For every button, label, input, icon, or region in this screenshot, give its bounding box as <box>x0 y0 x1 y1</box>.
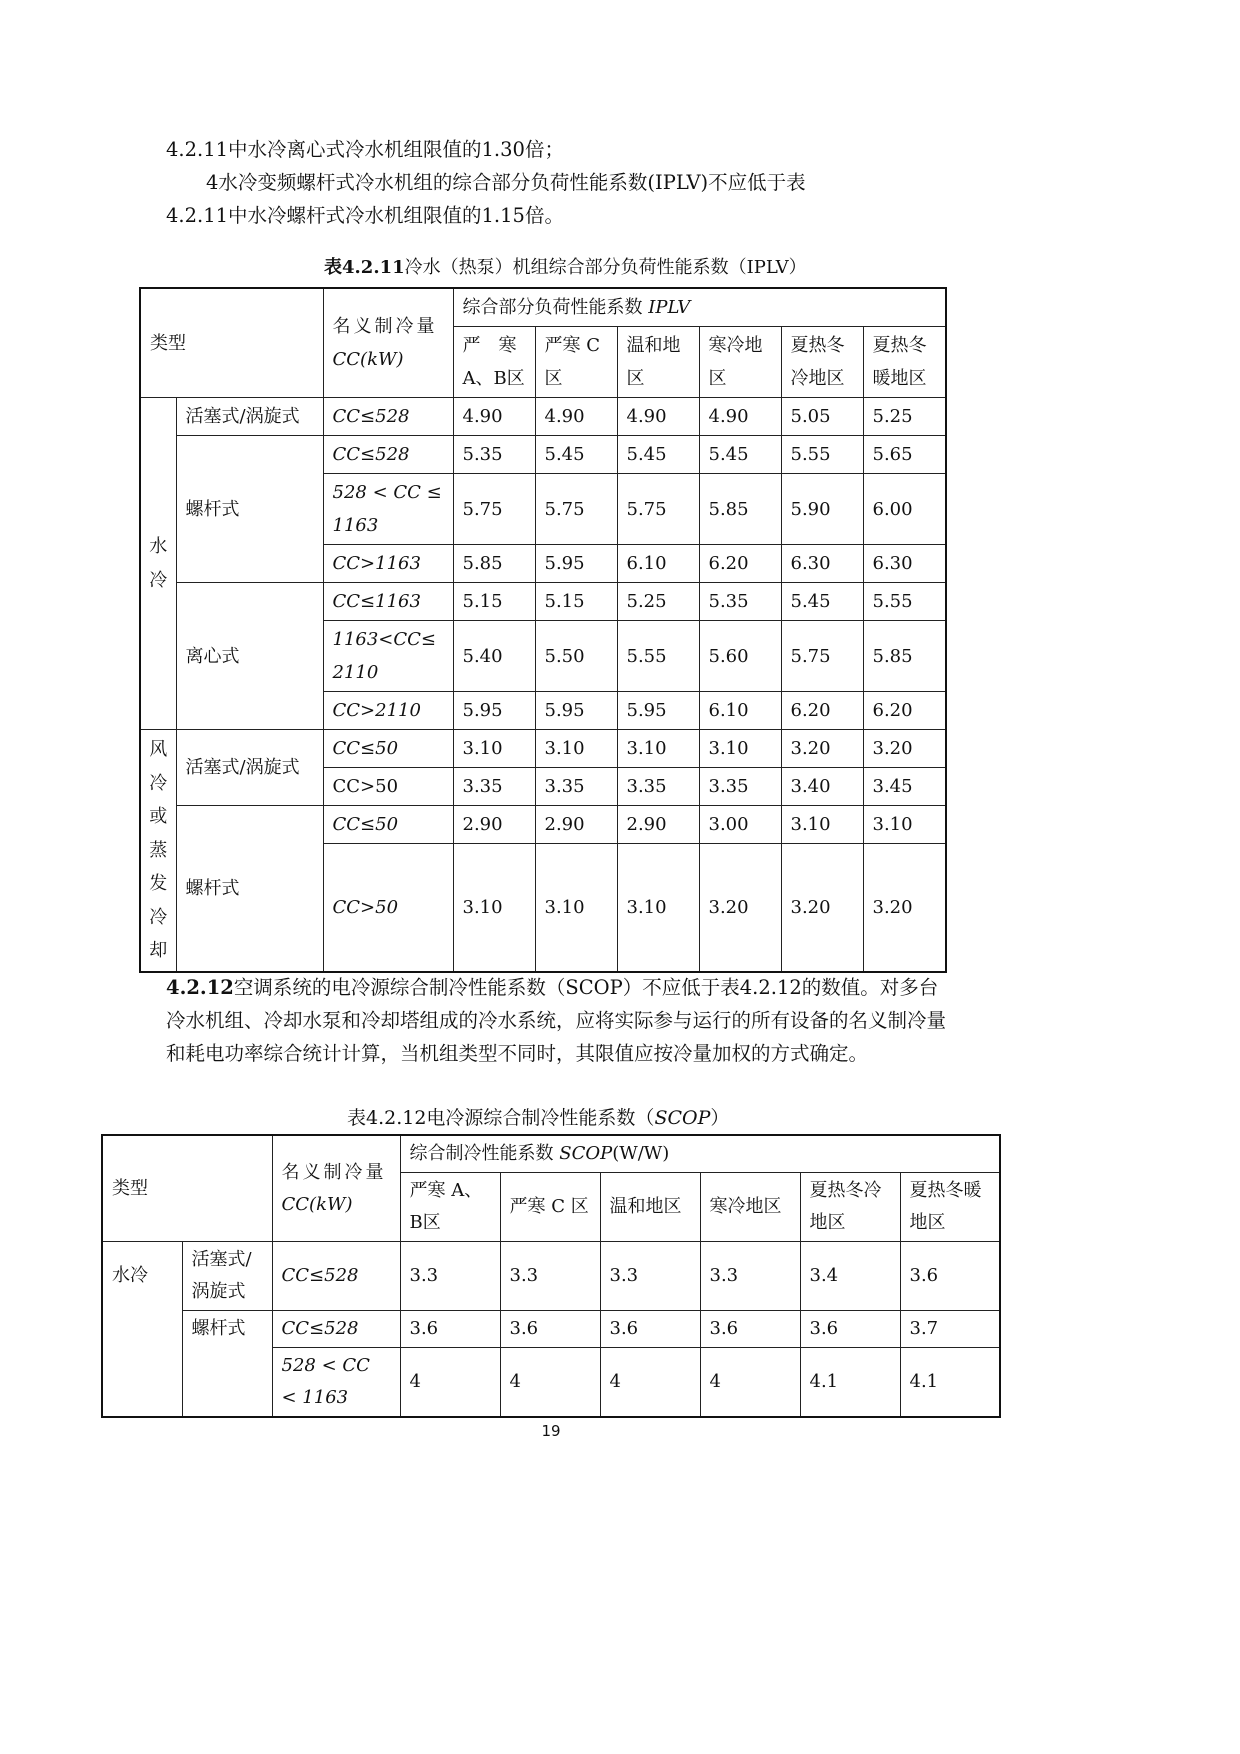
value-cell: 4.1 <box>900 1348 1000 1418</box>
sub-screw: 螺杆式 <box>176 436 323 583</box>
value-cell: 5.05 <box>781 398 863 436</box>
value-cell: 5.45 <box>781 583 863 621</box>
value-cell: 3.10 <box>781 806 863 844</box>
cc-cell: CC>50 <box>323 844 453 972</box>
value-cell: 3.20 <box>863 844 946 972</box>
value-cell: 6.10 <box>699 692 781 730</box>
value-cell: 6.30 <box>863 545 946 583</box>
header-capacity-label: 名义制冷量 <box>281 1161 387 1183</box>
value-cell: 5.95 <box>453 692 535 730</box>
value-cell: 6.20 <box>863 692 946 730</box>
cc-cell: CC≤1163 <box>323 583 453 621</box>
value-cell: 3.3 <box>400 1242 500 1311</box>
value-cell: 2.90 <box>535 806 617 844</box>
value-cell: 3.00 <box>699 806 781 844</box>
value-cell: 5.15 <box>453 583 535 621</box>
cc-cell: 1163<CC≤ 2110 <box>323 621 453 692</box>
cc-cell: CC≤50 <box>323 730 453 768</box>
value-cell: 4.90 <box>699 398 781 436</box>
zone-header-4: 寒冷地区 <box>699 327 781 398</box>
table2-caption-end: ） <box>710 1107 730 1129</box>
value-cell: 4 <box>700 1348 800 1418</box>
header-capacity-unit: CC(kW) <box>281 1193 353 1215</box>
value-cell: 3.20 <box>699 844 781 972</box>
zone-header-3: 温和地区 <box>617 327 699 398</box>
cc-cell: CC≤528 <box>323 436 453 474</box>
value-cell: 3.6 <box>700 1311 800 1348</box>
value-cell: 3.10 <box>453 844 535 972</box>
value-cell: 3.6 <box>500 1311 600 1348</box>
value-cell: 3.6 <box>800 1311 900 1348</box>
header-scop-text: 综合制冷性能系数 <box>409 1143 560 1164</box>
value-cell: 3.10 <box>535 844 617 972</box>
table2-caption <box>347 1103 729 1130</box>
value-cell: 3.10 <box>617 844 699 972</box>
value-cell: 5.75 <box>453 474 535 545</box>
sub-screw: 螺杆式 <box>182 1311 272 1418</box>
section-text-1: 空调系统的电冷源综合制冷性能系数（SCOP）不应低于表4.2.12的数值。 <box>233 976 880 999</box>
header-capacity <box>323 288 453 398</box>
table1-caption-text: 冷水（热泵）机组综合部分负荷性能系数（IPLV） <box>404 257 807 278</box>
value-cell: 5.35 <box>699 583 781 621</box>
value-cell: 3.10 <box>453 730 535 768</box>
sub-centrifugal: 离心式 <box>176 583 323 730</box>
header-type: 类型 <box>102 1135 272 1242</box>
value-cell: 3.3 <box>600 1242 700 1311</box>
zone-header-3: 温和地区 <box>600 1173 700 1242</box>
value-cell: 3.7 <box>900 1311 1000 1348</box>
cc-cell: CC>1163 <box>323 545 453 583</box>
zone-header-2: 严寒 C 区 <box>500 1173 600 1242</box>
value-cell: 5.75 <box>535 474 617 545</box>
value-cell: 5.95 <box>535 692 617 730</box>
value-cell: 5.75 <box>617 474 699 545</box>
value-cell: 6.10 <box>617 545 699 583</box>
header-scop-group <box>400 1135 1000 1173</box>
value-cell: 5.35 <box>453 436 535 474</box>
value-cell: 5.25 <box>863 398 946 436</box>
value-cell: 5.85 <box>699 474 781 545</box>
cc-cell: 528 < CC < 1163 <box>272 1348 400 1418</box>
value-cell: 3.20 <box>781 730 863 768</box>
value-cell: 5.15 <box>535 583 617 621</box>
value-cell: 5.55 <box>617 621 699 692</box>
header-capacity-label: 名义制冷量 <box>332 316 438 337</box>
value-cell: 3.10 <box>617 730 699 768</box>
value-cell: 3.35 <box>535 768 617 806</box>
value-cell: 3.4 <box>800 1242 900 1311</box>
page-number: 19 <box>541 1422 561 1440</box>
value-cell: 3.6 <box>600 1311 700 1348</box>
zone-header-4: 寒冷地区 <box>700 1173 800 1242</box>
iplv-table <box>139 287 947 973</box>
zone-header-1: 严 寒A、B区 <box>453 327 535 398</box>
table2-caption-text: 表4.2.12电冷源综合制冷性能系数（ <box>347 1107 655 1129</box>
value-cell: 5.50 <box>535 621 617 692</box>
sub-piston-scroll: 活塞式/涡旋式 <box>176 398 323 436</box>
value-cell: 5.85 <box>453 545 535 583</box>
value-cell: 5.40 <box>453 621 535 692</box>
cc-cell: 528 < CC ≤ 1163 <box>323 474 453 545</box>
intro-line-1: 4.2.11中水冷离心式冷水机组限值的1.30倍； <box>166 138 564 161</box>
value-cell: 5.85 <box>863 621 946 692</box>
value-cell: 4.90 <box>617 398 699 436</box>
header-scop-abbr: SCOP <box>559 1143 613 1164</box>
zone-header-5: 夏热冬冷地区 <box>800 1173 900 1242</box>
value-cell: 4.90 <box>535 398 617 436</box>
intro-line-3: 4.2.11中水冷螺杆式冷水机组限值的1.15倍。 <box>166 204 564 227</box>
cc-cell: CC>50 <box>323 768 453 806</box>
value-cell: 6.20 <box>699 545 781 583</box>
intro-line-2: 4水冷变频螺杆式冷水机组的综合部分负荷性能系数(IPLV)不应低于表 <box>206 171 806 194</box>
header-capacity <box>272 1135 400 1242</box>
cc-cell: CC≤50 <box>323 806 453 844</box>
value-cell: 5.25 <box>617 583 699 621</box>
header-capacity-unit: CC(kW) <box>332 349 404 370</box>
cc-cell: CC≤528 <box>272 1311 400 1348</box>
value-cell: 3.10 <box>863 806 946 844</box>
header-iplv-text: 综合部分负荷性能系数 <box>462 297 649 318</box>
header-iplv-abbr: IPLV <box>648 297 691 318</box>
header-iplv-group <box>453 288 946 327</box>
value-cell: 3.3 <box>700 1242 800 1311</box>
zone-header-6: 夏热冬暖地区 <box>900 1173 1000 1242</box>
value-cell: 5.45 <box>699 436 781 474</box>
sub-screw: 螺杆式 <box>176 806 323 972</box>
table1-caption <box>324 253 807 279</box>
zone-header-5: 夏热冬冷地区 <box>781 327 863 398</box>
table2-caption-abbr: SCOP <box>654 1107 711 1129</box>
sub-piston-scroll: 活塞式/涡旋式 <box>182 1242 272 1311</box>
value-cell: 3.40 <box>781 768 863 806</box>
value-cell: 5.45 <box>535 436 617 474</box>
value-cell: 5.65 <box>863 436 946 474</box>
value-cell: 4.1 <box>800 1348 900 1418</box>
section-number: 4.2.12 <box>166 976 234 999</box>
cc-cell: CC≤528 <box>323 398 453 436</box>
value-cell: 5.55 <box>863 583 946 621</box>
cc-cell: CC≤528 <box>272 1242 400 1311</box>
value-cell: 3.35 <box>699 768 781 806</box>
value-cell: 2.90 <box>617 806 699 844</box>
value-cell: 4 <box>600 1348 700 1418</box>
value-cell: 3.6 <box>900 1242 1000 1311</box>
value-cell: 3.45 <box>863 768 946 806</box>
cc-cell: CC>2110 <box>323 692 453 730</box>
header-scop-unit: (W/W) <box>612 1143 670 1164</box>
value-cell: 5.90 <box>781 474 863 545</box>
value-cell: 5.75 <box>781 621 863 692</box>
header-type: 类型 <box>140 288 323 398</box>
value-cell: 6.00 <box>863 474 946 545</box>
value-cell: 5.95 <box>535 545 617 583</box>
zone-header-2: 严寒 C区 <box>535 327 617 398</box>
value-cell: 3.20 <box>863 730 946 768</box>
value-cell: 2.90 <box>453 806 535 844</box>
value-cell: 3.10 <box>535 730 617 768</box>
table1-caption-number: 表4.2.11 <box>324 257 405 278</box>
zone-header-6: 夏热冬暖地区 <box>863 327 946 398</box>
sub-piston-scroll: 活塞式/涡旋式 <box>176 730 323 806</box>
value-cell: 4 <box>400 1348 500 1418</box>
value-cell: 4 <box>500 1348 600 1418</box>
category-water-cooled: 水冷 <box>102 1242 182 1418</box>
value-cell: 5.45 <box>617 436 699 474</box>
value-cell: 3.10 <box>699 730 781 768</box>
value-cell: 6.20 <box>781 692 863 730</box>
section-4-2-12 <box>166 971 956 1070</box>
value-cell: 5.95 <box>617 692 699 730</box>
value-cell: 3.20 <box>781 844 863 972</box>
value-cell: 5.55 <box>781 436 863 474</box>
value-cell: 6.30 <box>781 545 863 583</box>
value-cell: 3.6 <box>400 1311 500 1348</box>
value-cell: 3.3 <box>500 1242 600 1311</box>
value-cell: 3.35 <box>617 768 699 806</box>
section-text-2: 对多台冷水机组、冷却水泵和冷却塔组成的冷水系统，应将实际参与运行的所有设备的名义制冷量和耗电功率综合统计计算，当机组类型不同时，其限值应按冷量加权的方式确定。 <box>166 976 947 1065</box>
value-cell: 5.60 <box>699 621 781 692</box>
category-water-cooled: 水冷 <box>140 398 176 730</box>
value-cell: 3.35 <box>453 768 535 806</box>
scop-table <box>101 1134 1001 1418</box>
category-air-cooled: 风冷或蒸发冷却 <box>140 730 176 972</box>
zone-header-1: 严寒 A、B区 <box>400 1173 500 1242</box>
value-cell: 4.90 <box>453 398 535 436</box>
